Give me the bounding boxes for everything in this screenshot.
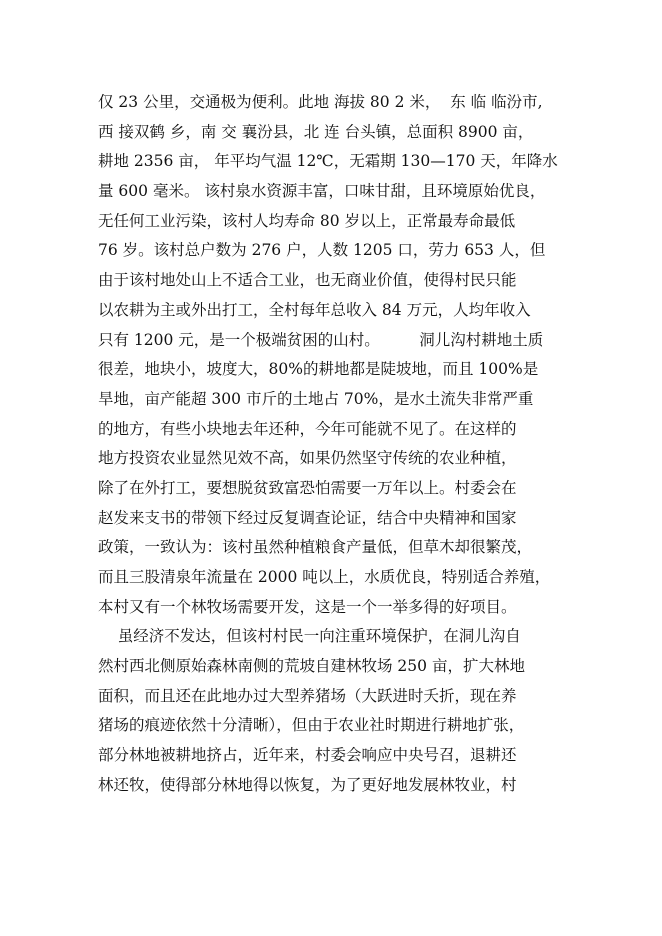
text-line: 本村又有一个林牧场需要开发，这是一个一举多得的好项目。 (98, 597, 517, 616)
text-line: 西 接双鹤 乡，南 交 襄汾县，北 连 台头镇，总面积 8900 亩， (98, 122, 534, 141)
text-line: 猪场的痕迹依然十分清晰），但由于农业社时期进行耕地扩张， (98, 716, 525, 735)
text-line: 地方投资农业显然见效不高，如果仍然坚守传统的农业种植， (98, 449, 517, 468)
text-line: 部分林地被耕地挤占，近年来，村委会响应中央号召，退耕还 (98, 746, 517, 765)
text-line: 虽经济不发达，但该村村民一向注重环境保护，在洞儿沟自 (98, 627, 521, 646)
text-line: 无任何工业污染，该村人均寿命 80 岁以上，正常最寿命最低 (98, 211, 516, 230)
text-line: 林还牧，使得部分林地得以恢复，为了更好地发展林牧业，村 (98, 775, 517, 794)
text-line: 耕地 2356 亩， 年平均气温 12℃，无霜期 130—170 天，年降水 (98, 152, 558, 171)
text-line: 的地方，有些小块地去年还种，今年可能就不见了。在这样的 (98, 419, 517, 438)
text-line: 然村西北侧原始森林南侧的荒坡自建林牧场 250 亩，扩大林地 (98, 657, 525, 676)
text-line: 由于该村地处山上不适合工业，也无商业价值，使得村民只能 (98, 271, 517, 290)
text-line: 政策，一致认为：该村虽然种植粮食产量低，但草木却很繁茂， (98, 538, 533, 557)
text-line: 量 600 毫米。 该村泉水资源丰富，口味甘甜，且环境原始优良， (98, 182, 546, 201)
text-line: 以农耕为主或外出打工，全村每年总收入 84 万元，人均年收入 (98, 300, 531, 319)
document-body (98, 88, 578, 801)
text-line: 赵发来支书的带领下经过反复调查论证，结合中央精神和国家 (98, 508, 517, 527)
text-line: 仅 23 公里，交通极为便利。此地 海拔 80 2 米， 东 临 临汾市, (98, 93, 543, 111)
text-line: 面积，而且还在此地办过大型养猪场（大跃进时夭折，现在养 (98, 686, 517, 705)
text-line: 只有 1200 元，是一个极端贫困的山村。 洞儿沟村耕地土质 (98, 330, 544, 349)
text-line: 旱地，亩产能超 300 市斤的土地占 70%，是水土流失非常严重 (98, 389, 534, 408)
text-line: 76 岁。该村总户数为 276 户，人数 1205 口，劳力 653 人，但 (98, 241, 546, 260)
text-line: 很差，地块小，坡度大，80%的耕地都是陡坡地，而且 100%是 (98, 360, 539, 379)
text-line: 而且三股清泉年流量在 2000 吨以上，水质优良，特别适合养殖， (98, 568, 551, 586)
text-line: 除了在外打工，要想脱贫致富恐怕需要一万年以上。村委会在 (98, 478, 517, 497)
